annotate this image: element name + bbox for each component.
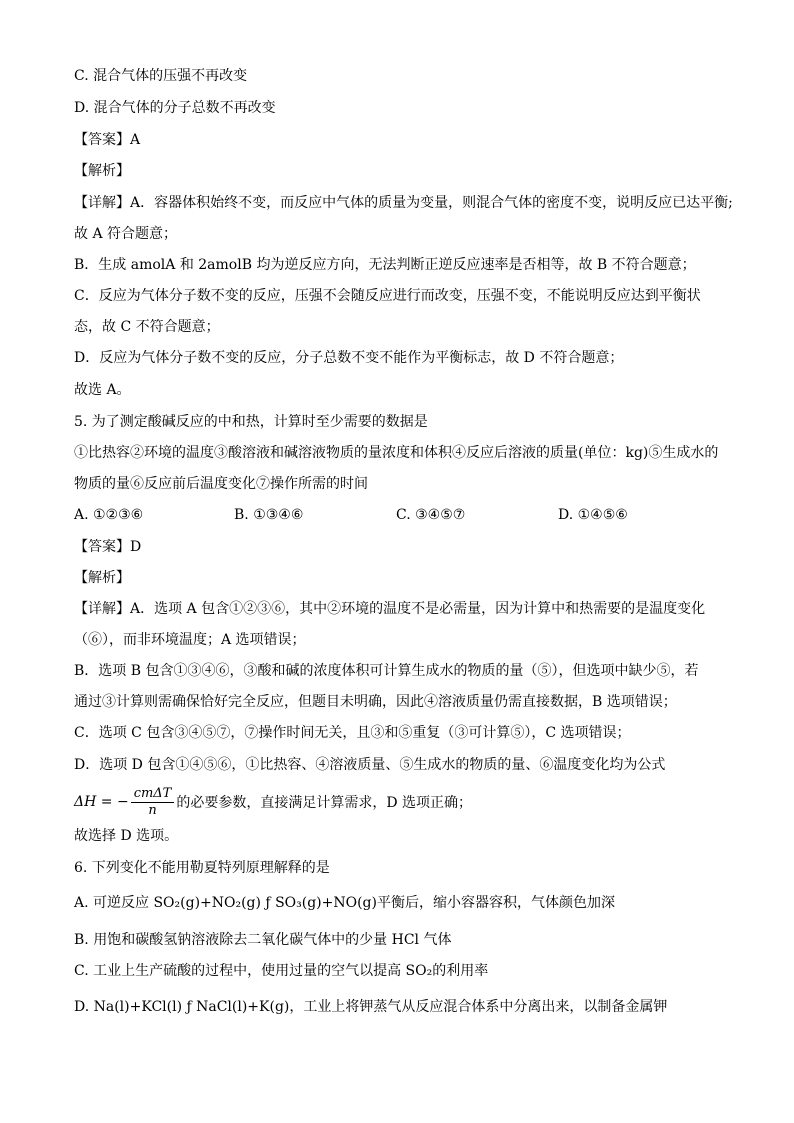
q5-analysis-heading: 【解析】 xyxy=(74,570,130,586)
formula-numerator: cmΔT xyxy=(131,786,175,803)
q5-detail-a: 【详解】A．选项 A 包含①②③⑥，其中②环境的温度不是必需量，因为计算中和热需要的是温度变化 xyxy=(74,601,706,617)
q4-answer: 【答案】A xyxy=(74,132,141,148)
q5-items-cont: 物质的量⑥反应前后温度变化⑦操作所需的时间 xyxy=(74,476,368,492)
q5-items: ①比热容②环境的温度③酸溶液和碱溶液物质的量浓度和体积④反应后溶液的质量(单位：kg)⑤生成水的 xyxy=(74,445,719,461)
q4-option-c: C. 混合气体的压强不再改变 xyxy=(74,68,248,84)
q5-detail-d: D．选项 D 包含①④⑤⑥，①比热容、④溶液质量、⑤生成水的物质的量、⑥温度变化均为公式 xyxy=(74,757,666,773)
q4-detail-d: D．反应为气体分子数不变的反应，分子总数不变不能作为平衡标志，故 D 不符合题意； xyxy=(74,350,624,366)
formula-fraction xyxy=(131,786,175,819)
formula-lhs: ΔH = − xyxy=(74,794,129,810)
q4-conclusion: 故选 A。 xyxy=(74,382,131,398)
q5-detail-b-cont: 通过③计算则需确保恰好完全反应，但题目未明确，因此④溶液质量仍需直接数据，B 选项错误； xyxy=(74,694,677,710)
q6-option-a: A. 可逆反应 SO₂(g)+NO₂(g) ƒ SO₃(g)+NO(g)平衡后，缩小容器容积，气体颜色加深 xyxy=(74,895,615,911)
q5-option-d: D. ①④⑤⑥ xyxy=(558,507,628,523)
q5-option-c: C. ③④⑤⑦ xyxy=(396,507,466,523)
q5-detail-c: C．选项 C 包含③④⑤⑦，⑦操作时间无关，且③和⑤重复（③可计算⑤），C 选项错误； xyxy=(74,725,631,741)
q4-option-d: D. 混合气体的分子总数不再改变 xyxy=(74,100,276,116)
q6-option-b: B. 用饱和碳酸氢钠溶液除去二氧化碳气体中的少量 HCl 气体 xyxy=(74,932,452,948)
q4-detail-a-cont: 故 A 符合题意； xyxy=(74,226,178,242)
q5-detail-b: B．选项 B 包含①③④⑥，③酸和碱的浓度体积可计算生成水的物质的量（⑤），但选项中缺少⑤，若 xyxy=(74,663,699,679)
q4-detail-b: B．生成 amolA 和 2amolB 均为逆反应方向，无法判断正逆反应速率是否相等，故 B 不符合题意； xyxy=(74,257,696,273)
q5-conclusion: 故选择 D 选项。 xyxy=(74,828,179,844)
q4-detail-c: C．反应为气体分子数不变的反应，压强不会随反应进行而改变，压强不变，不能说明反应达到平衡状 xyxy=(74,288,701,304)
q6-option-c: C. 工业上生产硫酸的过程中，使用过量的空气以提高 SO₂的利用率 xyxy=(74,963,489,979)
q4-detail-a: 【详解】A．容器体积始终不变，而反应中气体的质量为变量，则混合气体的密度不变，说明反应已达平衡; xyxy=(74,195,733,211)
q5-option-a: A. ①②③⑥ xyxy=(74,507,144,523)
formula-tail: 的必要参数，直接满足计算需求，D 选项正确； xyxy=(176,795,473,811)
q4-detail-c-cont: 态，故 C 不符合题意； xyxy=(74,319,220,335)
q4-analysis-heading: 【解析】 xyxy=(74,163,130,179)
q6-stem: 6. 下列变化不能用勒夏特列原理解释的是 xyxy=(74,860,330,876)
heat-formula-line xyxy=(74,782,472,822)
q5-detail-a-cont: （⑥），而非环境温度；A 选项错误； xyxy=(74,632,306,648)
q6-option-d: D. Na(l)+KCl(l) ƒ NaCl(l)+K(g)，工业上将钾蒸气从反应混合体系中分离出来，以制备金属钾 xyxy=(74,999,668,1015)
q5-stem: 5. 为了测定酸碱反应的中和热，计算时至少需要的数据是 xyxy=(74,414,428,430)
q5-option-b: B. ①③④⑥ xyxy=(234,507,304,523)
q5-answer: 【答案】D xyxy=(74,539,142,555)
formula-denominator: n xyxy=(148,802,157,818)
